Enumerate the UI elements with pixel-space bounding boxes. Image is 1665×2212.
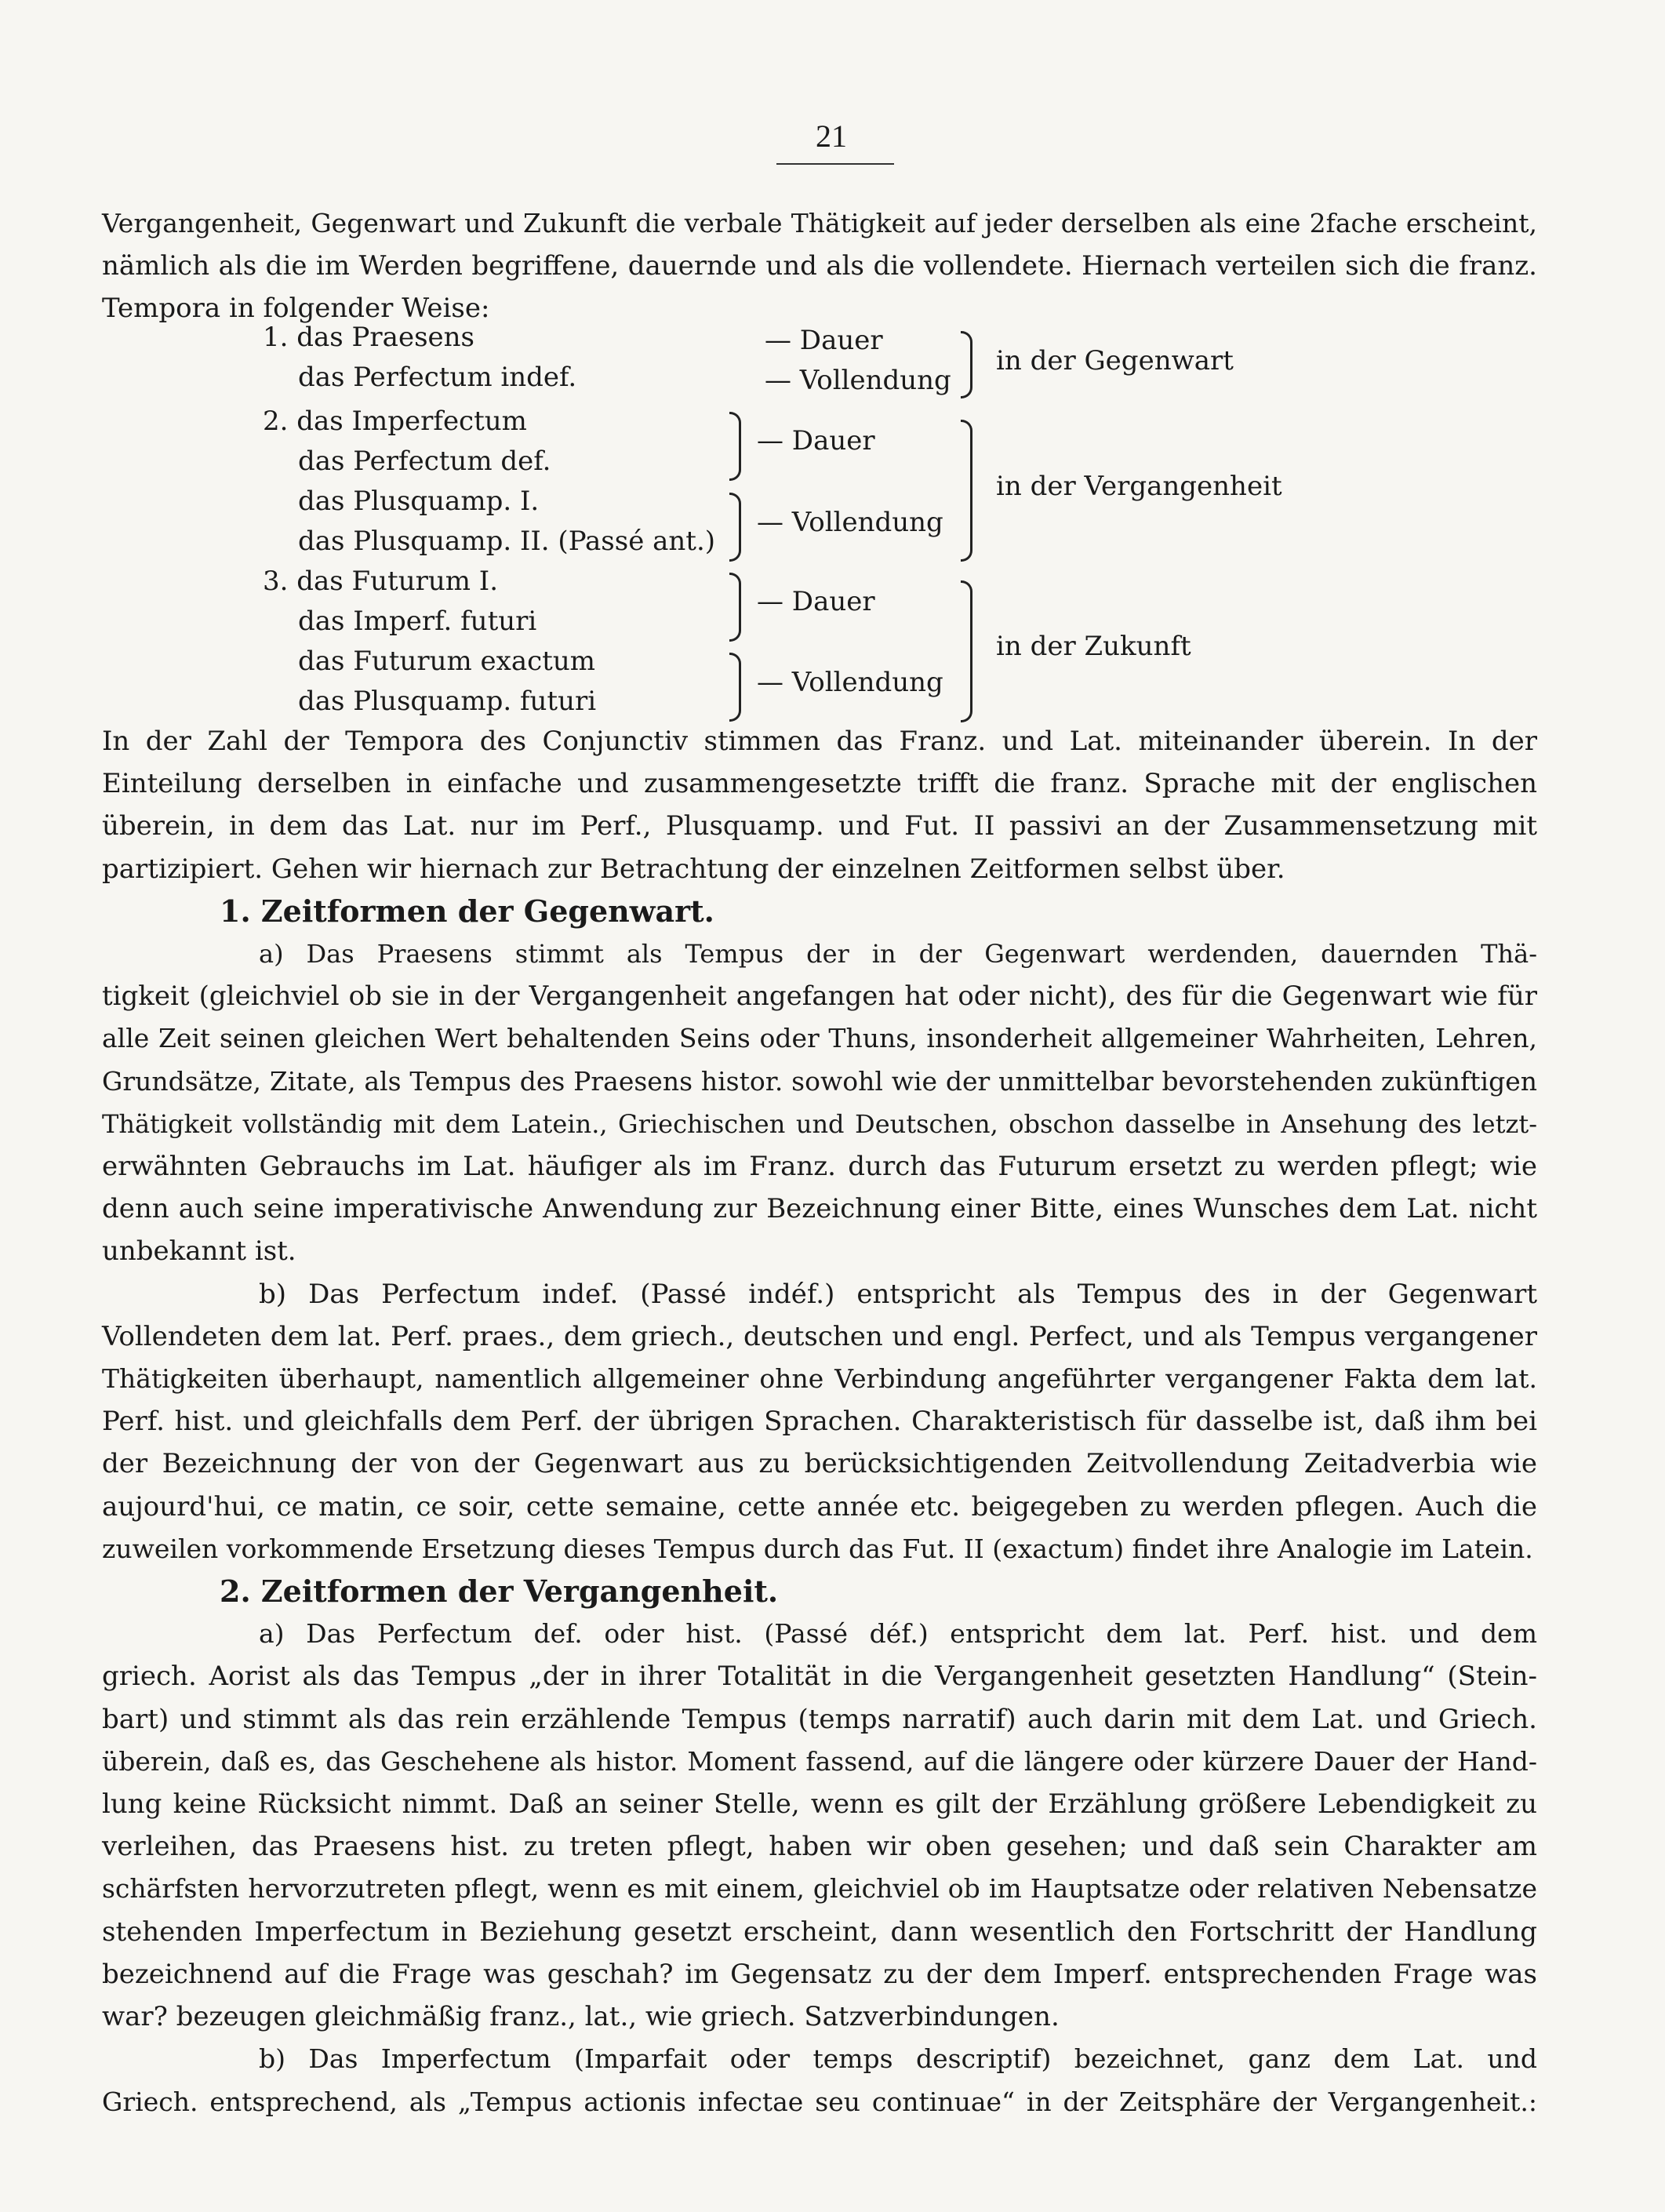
text-line: stehenden Imperfectum in Beziehung gesetzt erscheint, dann wesentlich den Fortschritt der Handlung [102, 1915, 1537, 1948]
text-line: der Bezeichnung der von der Gegenwart aus zu berücksichtigenden Zeitvollendung Zeitadverbia wie [102, 1448, 1537, 1480]
text-line: Vollendeten dem lat. Perf. praes., dem griech., deutschen und engl. Perfect, und als Tempus vergangener [102, 1320, 1537, 1352]
text-line: erwähnten Gebrauchs im Lat. häufiger als im Franz. durch das Futurum ersetzt zu werden pflegt; wie [102, 1151, 1537, 1183]
text-line: a) Das Praesens stimmt als Tempus der in der Gegenwart werdenden, dauernden Thä- [259, 939, 1537, 970]
text-line: Vergangenheit, Gegenwart und Zukunft die verbale Thätigkeit auf jeder derselben als eine 2fache erscheint, [102, 208, 1537, 238]
brace [729, 573, 741, 642]
text-line: nämlich als die im Werden begriffene, dauernde und als die vollendete. Hiernach verteilen sich die franz. [102, 250, 1537, 282]
text-line: griech. Aorist als das Tempus „der in ihrer Totalität in die Vergangenheit gesetzten Handlung“ (Stein- [102, 1661, 1537, 1693]
time-label: in der Vergangenheit [996, 471, 1282, 502]
text-line: war? bezeugen gleichmäßig franz., lat., wie griech. Satzverbindungen. [102, 2001, 1060, 2033]
page-number-rule [776, 163, 894, 165]
text-line: Thätigkeit vollständig mit dem Latein., Griechischen und Deutschen, obschon dasselbe in Ansehung des letzt- [102, 1108, 1537, 1139]
text-line: Thätigkeiten überhaupt, namentlich allgemeiner ohne Verbindung angeführter vergangener Fakta dem lat. [102, 1363, 1537, 1395]
table-row: 2. das Imperfectum [263, 406, 527, 437]
tense-table [102, 322, 1537, 717]
text-line: Tempora in folgender Weise: [102, 293, 490, 325]
table-row: das Plusquamp. II. (Passé ant.) [298, 526, 716, 557]
body-text [102, 720, 1537, 2123]
brace [729, 412, 741, 481]
table-row: 3. das Futurum I. [263, 566, 499, 597]
text-line: Perf. hist. und gleichfalls dem Perf. der übrigen Sprachen. Charakteristisch für dasselbe ist, daß ihm bei [102, 1406, 1537, 1438]
brace [729, 493, 741, 562]
text-line: Einteilung derselben in einfache und zusammengesetzte trifft die franz. Sprache mit der englischen [102, 768, 1537, 800]
page-number: 21 [816, 118, 847, 154]
section-heading: 2. Zeitformen der Vergangenheit. [220, 1574, 779, 1610]
table-row: das Plusquamp. futuri [298, 686, 597, 717]
text-line: zuweilen vorkommende Ersetzung dieses Tempus durch das Fut. II (exactum) findet ihre Analogie im Latein. [102, 1533, 1533, 1564]
text-line: alle Zeit seinen gleichen Wert behaltenden Seins oder Thuns, insonderheit allgemeiner Wahrheiten, Lehren, [102, 1023, 1537, 1054]
text-line: Grundsätze, Zitate, als Tempus des Praesens histor. sowohl wie der unmittelbar bevorstehenden zukünftigen [102, 1065, 1537, 1097]
text-line: In der Zahl der Tempora des Conjunctiv stimmen das Franz. und Lat. miteinander überein. In der [102, 726, 1537, 757]
aspect-label: — Dauer [757, 425, 875, 457]
aspect-label: — Vollendung [765, 365, 951, 396]
brace [729, 653, 741, 722]
text-line: überein, daß es, das Geschehene als histor. Moment fassend, auf die längere oder kürzere Dauer der Hand- [102, 1745, 1537, 1777]
table-row: das Futurum exactum [298, 646, 595, 677]
text-line: schärfsten hervorzutreten pflegt, wenn es mit einem, gleichviel ob im Hauptsatze oder relativen Nebensatze [102, 1873, 1537, 1905]
table-row: das Perfectum indef. [298, 362, 577, 393]
aspect-label: — Vollendung [757, 667, 943, 698]
text-line: bezeichnend auf die Frage was geschah? im Gegensatz zu der dem Imperf. entsprechenden Frage was [102, 1958, 1537, 1990]
text-line: a) Das Perfectum def. oder hist. (Passé déf.) entspricht dem lat. Perf. hist. und dem [259, 1618, 1537, 1650]
time-label: in der Gegenwart [996, 345, 1234, 377]
text-line: partizipiert. Gehen wir hiernach zur Betrachtung der einzelnen Zeitformen selbst über. [102, 853, 1285, 885]
text-line: Griech. entsprechend, als „Tempus actionis infectae seu continuae“ in der Zeitsphäre der Vergangenheit.: [102, 2086, 1537, 2117]
text-line: tigkeit (gleichviel ob sie in der Vergangenheit angefangen hat oder nicht), des für die Gegenwart wie für [102, 980, 1537, 1013]
text-line: denn auch seine imperativische Anwendung zur Bezeichnung einer Bitte, eines Wunsches dem Lat. nicht [102, 1193, 1537, 1225]
text-line: aujourd'hui, ce matin, ce soir, cette semaine, cette année etc. beigegeben zu werden pflegen. Auch die [102, 1490, 1537, 1523]
aspect-label: — Vollendung [757, 507, 943, 538]
text-line: b) Das Imperfectum (Imparfait oder temps descriptif) bezeichnet, ganz dem Lat. und [259, 2043, 1537, 2075]
text-line: bart) und stimmt als das rein erzählende Tempus (temps narratif) auch darin mit dem Lat. und Griech. [102, 1703, 1537, 1735]
aspect-label: — Dauer [765, 325, 883, 356]
text-line: überein, in dem das Lat. nur im Perf., Plusquamp. und Fut. II passivi an der Zusammensetzung mit [102, 810, 1537, 842]
text-line: verleihen, das Praesens hist. zu treten pflegt, haben wir oben gesehen; und daß sein Charakter am [102, 1831, 1537, 1863]
time-label: in der Zukunft [996, 631, 1191, 662]
table-row: 1. das Praesens [263, 322, 474, 353]
table-row: das Perfectum def. [298, 446, 551, 477]
brace [961, 331, 972, 398]
text-line: b) Das Perfectum indef. (Passé indéf.) entspricht als Tempus des in der Gegenwart [259, 1278, 1537, 1310]
table-row: das Plusquamp. I. [298, 486, 540, 517]
table-row: das Imperf. futuri [298, 606, 537, 637]
text-line: unbekannt ist. [102, 1235, 296, 1268]
brace [961, 580, 972, 722]
brace [961, 420, 972, 562]
intro-paragraph [102, 202, 1537, 330]
aspect-label: — Dauer [757, 586, 875, 617]
text-line: lung keine Rücksicht nimmt. Daß an seiner Stelle, wenn es gilt der Erzählung größere Lebendigkeit zu [102, 1788, 1537, 1821]
section-heading: 1. Zeitformen der Gegenwart. [220, 893, 714, 929]
